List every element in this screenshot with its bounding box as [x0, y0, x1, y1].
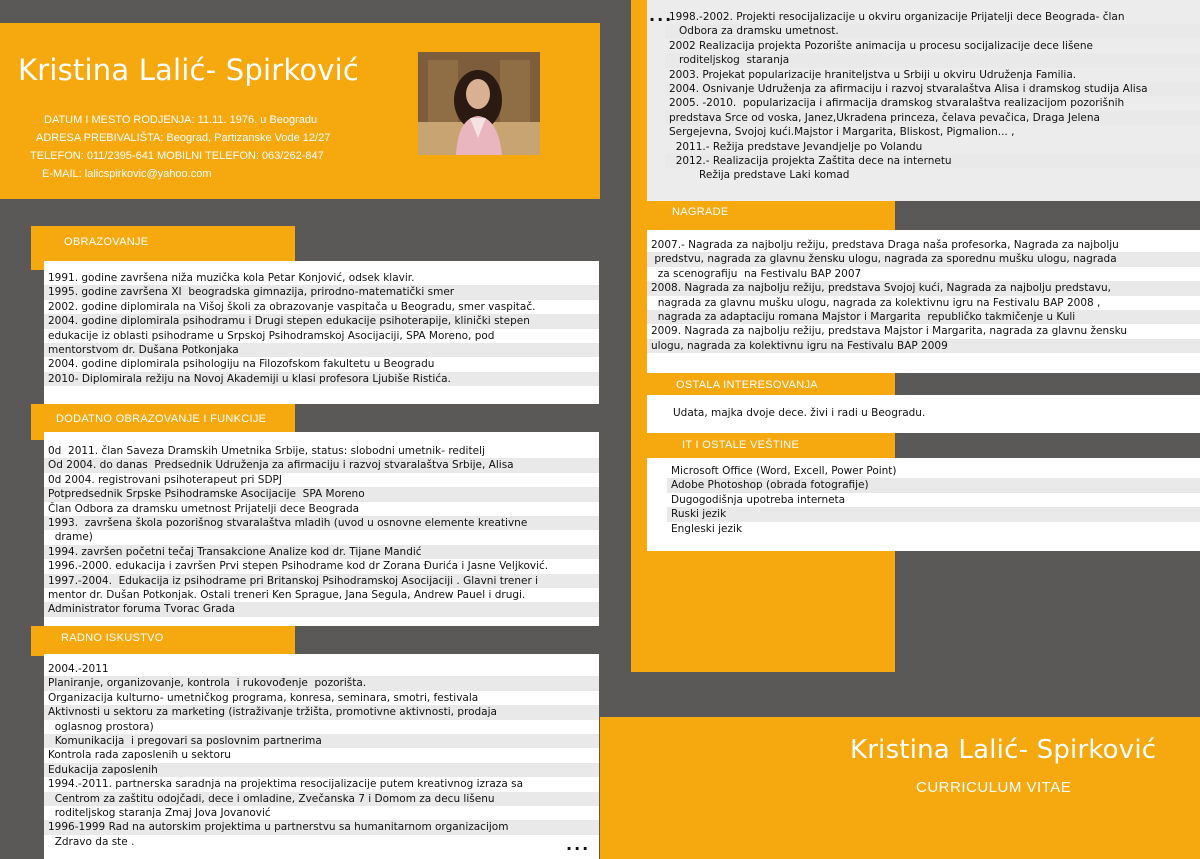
it-line: Ruski jezik — [667, 507, 1200, 521]
it-line: Adobe Photoshop (obrada fotografije) — [667, 478, 1200, 492]
nagrade-line: 2008. Nagrada za najbolju režiju, predstava Svojoj kući, Nagrada za najbolju predstavu, — [647, 281, 1200, 295]
obrazovanje-list — [44, 271, 599, 386]
radno-line: roditeljskog staranja Zmaj Jova Jovanović — [48, 807, 271, 820]
nagrade-line: 2009. Nagrada za najbolju režiju, predstava Majstor i Margarita, nagrada za glavnu žensku — [651, 325, 1127, 338]
radno-line: Centrom za zaštitu odojčadi, dece i omladine, Zvečanska 7 i Domom za decu lišenu — [44, 792, 599, 806]
nagrade-line: 2007.- Nagrada za najbolju režiju, predstava Draga naša profesorka, Nagrada za najbolju — [651, 239, 1119, 251]
cover-subtitle: CURRICULUM VITAE — [916, 779, 1072, 796]
obrazovanje-line: 2004. godine diplomirala psihodramu i Drugi stepen edukacije psihoterapije, klinički stepen — [44, 314, 599, 328]
radno-line: Planiranje, organizovanje, kontrola i rukovođenje pozorišta. — [44, 676, 599, 690]
continued-line: Režija predstave Laki komad — [669, 169, 850, 182]
dodatno-line: 1994. završen početni tečaj Transakcione Analize kod dr. Tijane Mandić — [44, 545, 599, 559]
section-title-radno: RADNO ISKUSTVO — [61, 632, 164, 644]
nagrade-panel — [647, 230, 1200, 373]
section-title-obrazovanje: OBRAZOVANJE — [64, 236, 149, 248]
continued-line: 2003. Projekat popularizacije hraniteljstva u Srbiji u okviru Udruženja Familia. — [669, 68, 1077, 81]
obrazovanje-line: mentorstvom dr. Dušana Potkonjaka — [44, 343, 599, 357]
dodatno-line: 0d 2004. registrovani psihoterapeut pri SDPJ — [48, 473, 282, 486]
radno-line: 1994.-2011. partnerska saradnja na projektima resocijalizacije putem kreativnog izraza sa — [48, 778, 523, 791]
dodatno-line: Administrator foruma Tvorac Grada — [44, 602, 599, 616]
continued-line: predstava Srce od voska, Janez,Ukradena princeza, čelava pevačica, Draga Jelena — [665, 111, 1200, 125]
ostala-panel — [647, 395, 1200, 433]
continued-line: 2005. -2010. popularizacija i afirmacija dramskog stvaralaštva realizacijom pozorišnih — [669, 97, 1125, 110]
continued-line: 1998.-2002. Projekti resocijalizacije u okviru organizacije Prijatelji dece Beograda- član — [669, 11, 1125, 23]
radno-continue-dots: ... — [566, 835, 591, 854]
dodatno-line: drame) — [48, 531, 93, 544]
info-address: ADRESA PREBIVALIŠTA: Beograd, Partizanske Vode 12/27 — [36, 132, 331, 144]
radno-line: Zdravo da ste . — [48, 835, 135, 848]
nagrade-line: za scenografiju na Festivalu BAP 2007 — [651, 267, 862, 280]
personal-info — [30, 111, 410, 183]
cover-banner — [600, 717, 1200, 859]
header-banner — [0, 23, 600, 199]
nagrade-line: predstvu, nagrada za glavnu žensku ulogu, nagrada za sporednu mušku ulogu, nagrada — [647, 252, 1200, 266]
radno-line: Organizacija kulturno- umetničkog programa, konresa, seminara, smotri, festivala — [48, 691, 479, 704]
header-name: Kristina Lalić- Spirković — [18, 53, 360, 87]
nagrade-line: nagrada za adaptaciju romana Majstor i Margarita republičko takmičenje u Kuli — [647, 310, 1200, 324]
radno-list — [44, 662, 599, 849]
continued-line: 2011.- Režija predstave Jevandjelje po Volandu — [669, 140, 923, 153]
obrazovanje-line: 2002. godine diplomirala na Višoj školi za obrazovanje vaspitača u Beogradu, smer vaspitač. — [48, 300, 536, 313]
dodatno-line: 1993. završena škola pozorišnog stvaralaštva mladih (uvod u osnovne elemente kreativne — [44, 516, 599, 530]
dodatno-line: Član Odbora za dramsku umetnost Prijatelji dece Beograda — [48, 502, 360, 515]
continued-line: roditeljskog staranja — [665, 53, 1200, 67]
continued-line: Odbora za dramsku umetnost. — [665, 24, 1200, 38]
radno-line: Kontrola rada zaposlenih u sektoru — [48, 749, 231, 762]
dodatno-line: 0d 2011. član Saveza Dramskih Umetnika Srbije, status: slobodni umetnik- reditelj — [48, 445, 485, 457]
cover-name: Kristina Lalić- Spirković — [850, 735, 1157, 765]
dodatno-line: Potpredsednik Srpske Psihodramske Asocijacije SPA Moreno — [44, 487, 599, 501]
info-phone: TELEFON: 011/2395-641 MOBILNI TELEFON: 063/262-847 — [30, 150, 324, 162]
it-line: Microsoft Office (Word, Excell, Power Point) — [671, 465, 897, 477]
radno-line: Edukacija zaposlenih — [44, 763, 599, 777]
dodatno-list — [44, 444, 599, 617]
radno-panel — [44, 654, 599, 859]
obrazovanje-line: 2004. godine diplomirala psihologiju na Filozofskom fakultetu u Beogradu — [48, 358, 435, 371]
dodatno-line: 1996.-2000. edukacija i završen Prvi stepen Psihodrame kod dr Zorana Đurića i Jasne Veljković. — [48, 560, 549, 573]
nagrade-line: ulogu, nagrada za kolektivnu igru na Festivalu BAP 2009 — [647, 339, 1200, 353]
continued-line: Sergejevna, Svojoj kući.Majstor i Margarita, Bliskost, Pigmalion... , — [669, 126, 1015, 139]
nagrade-line: nagrada za glavnu mušku ulogu, nagrada za kolektivnu igru na Festivalu BAP 2008 , — [651, 296, 1101, 309]
nagrade-list — [647, 238, 1200, 353]
dodatno-line: mentor dr. Dušan Potkonjak. Ostali treneri Ken Sprague, Jana Segula, Andrew Pauel i drugi. — [48, 589, 526, 602]
radno-line: 2004.-2011 — [48, 663, 109, 675]
continued-panel — [647, 0, 1200, 201]
profile-photo — [418, 52, 540, 155]
portrait-illustration — [418, 52, 540, 155]
info-birth: DATUM I MESTO RODJENJA: 11.11. 1976. u Beogradu — [44, 114, 318, 126]
section-title-it: IT I OSTALE VEŠTINE — [682, 439, 800, 451]
continued-list — [665, 10, 1200, 183]
obrazovanje-line: 2010- Diplomirala režiju na Novoj Akademiji u klasi profesora Ljubiše Ristića. — [44, 372, 599, 386]
it-panel — [647, 458, 1200, 551]
continued-line: 2012.- Realizacija projekta Zaštita dece na internetu — [665, 154, 1200, 168]
obrazovanje-line: 1995. godine završena XI beogradska gimnazija, prirodno-matematički smer — [44, 285, 599, 299]
it-line: Dugogodišnja upotreba interneta — [671, 493, 846, 506]
obrazovanje-line: edukacije iz oblasti psihodrame u Srpskoj Psihodramskoj Asocijaciji, SPA Moreno, pod — [48, 329, 495, 342]
radno-line: Komunikacija i pregovari sa poslovnim partnerima — [44, 734, 599, 748]
obrazovanje-panel — [44, 261, 599, 404]
continued-dots: ... — [649, 6, 674, 25]
it-line: Engleski jezik — [671, 522, 743, 535]
section-title-ostala: OSTALA INTERESOVANJA — [676, 379, 818, 391]
ostala-text: Udata, majka dvoje dece. živi i radi u Beogradu. — [673, 407, 926, 419]
radno-line: Aktivnosti u sektoru za marketing (istraživanje tržišta, promotivne aktivnosti, prodaja — [44, 705, 599, 719]
section-title-nagrade: NAGRADE — [672, 206, 729, 218]
obrazovanje-line: 1991. godine završena niža muzička kola Petar Konjović, odsek klavir. — [48, 272, 415, 284]
dodatno-panel — [44, 432, 599, 626]
section-title-dodatno: DODATNO OBRAZOVANJE I FUNKCIJE — [56, 413, 267, 425]
dodatno-line: 1997.-2004. Edukacija iz psihodrame pri Britanskoj Psihodramskoj Asocijaciji . Glavni trener i — [44, 574, 599, 588]
continued-line: 2004. Osnivanje Udruženja za afirmaciju i razvoj stvaralaštva Alisa i dramskog studija Alisa — [665, 82, 1200, 96]
info-email: E-MAIL: lalicspirkovic@yahoo.com — [42, 168, 212, 180]
dodatno-line: Od 2004. do danas Predsednik Udruženja za afirmaciju i razvoj stvaralaštva Srbije, Alisa — [44, 458, 599, 472]
radno-line: oglasnog prostora) — [48, 720, 154, 733]
continued-line: 2002 Realizacija projekta Pozorište animacija u procesu socijalizacije dece lišene — [669, 39, 1094, 52]
it-list — [667, 464, 1200, 536]
radno-line: 1996-1999 Rad na autorskim projektima u partnerstvu sa humanitarnom organizacijom — [44, 820, 599, 834]
